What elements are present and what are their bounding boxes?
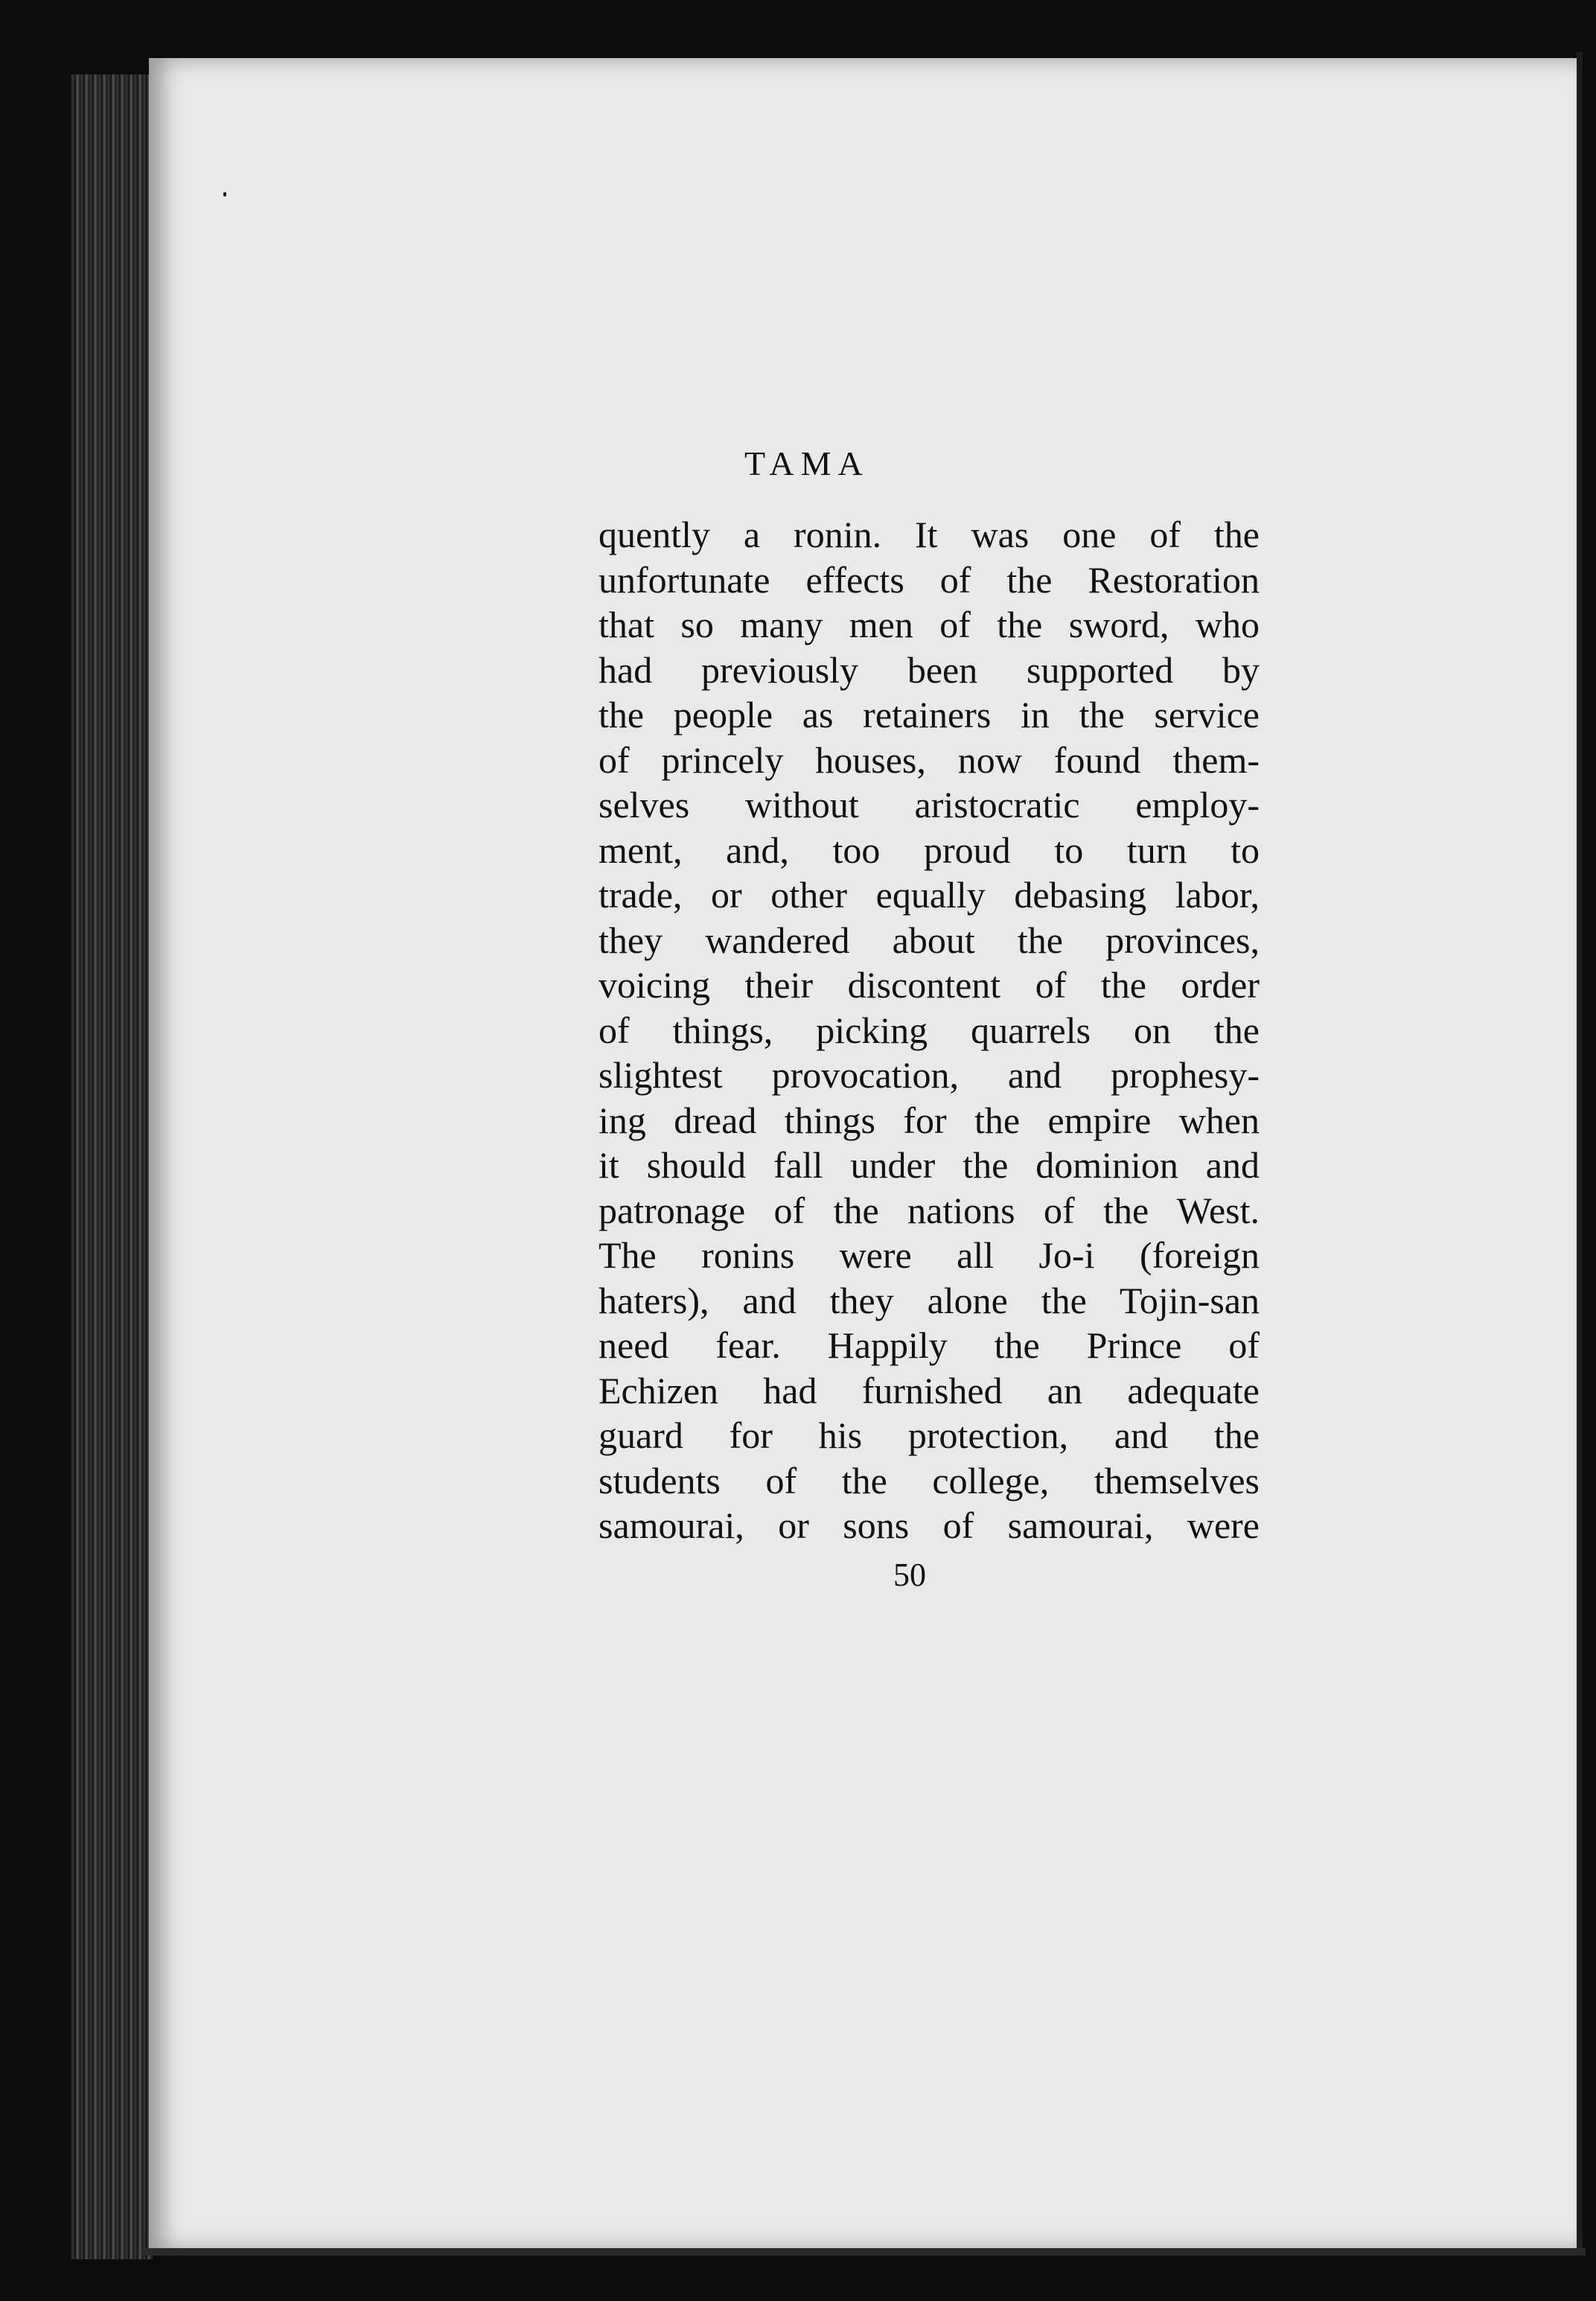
text-line: ment, and, too proud to turn to [598,829,1260,871]
text-line: the people as retainers in the service [598,694,1260,735]
text-line: had previously been supported by [598,648,1260,691]
ink-speck [223,192,226,197]
page-right-edge [1577,52,1583,2256]
text-line: they wandered about the provinces, [598,919,1260,961]
body-text [598,512,1260,1548]
text-line: trade, or other equally debasing labor, [598,874,1260,916]
text-line: samourai, or sons of samourai, were [598,1504,1260,1546]
running-head: TAMA [744,444,869,482]
text-line: haters), and they alone the Tojin-san [598,1279,1260,1321]
text-line: need fear. Happily the Prince of [598,1324,1260,1366]
text-line: of princely houses, now found them- [598,738,1260,781]
text-line: guard for his protection, and the [598,1414,1260,1456]
text-line: patronage of the nations of the West. [598,1189,1260,1231]
page-bottom-edge [141,2248,1586,2256]
text-line: it should fall under the dominion and [598,1144,1260,1186]
text-line: unfortunate effects of the Restoration [598,558,1260,601]
text-line: Echizen had furnished an adequate [598,1369,1260,1411]
book-spine-binding [71,74,153,2259]
text-line: ing dread things for the empire when [598,1099,1260,1141]
text-line: quently a ronin. It was one of the [598,514,1260,555]
text-line: of things, picking quarrels on the [598,1009,1260,1051]
page-number: 50 [893,1557,926,1593]
text-line: that so many men of the sword, who [598,604,1260,645]
text-line: selves without aristocratic employ- [598,784,1260,826]
text-line: voicing their discontent of the order [598,964,1260,1006]
text-line: slightest provocation, and prophesy- [598,1054,1260,1096]
text-line: students of the college, themselves [598,1459,1260,1501]
text-line: The ronins were all Jo-i (foreign [598,1234,1260,1276]
